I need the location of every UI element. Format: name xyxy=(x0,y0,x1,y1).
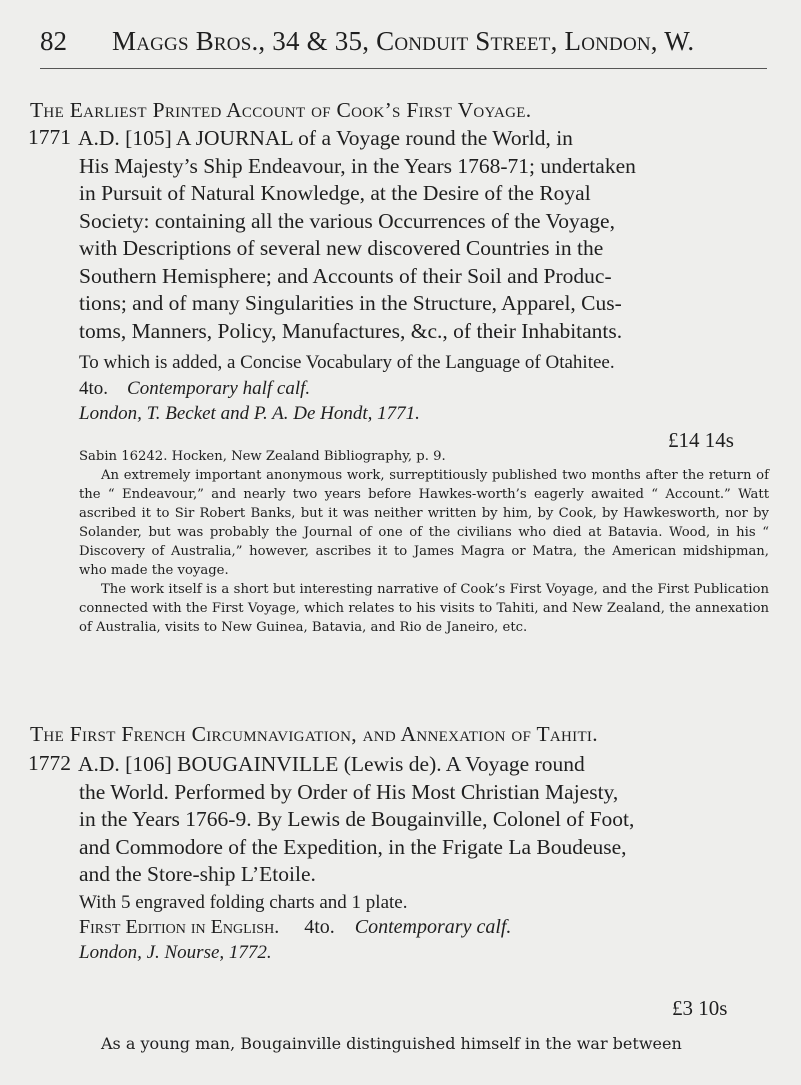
title-line: A.D. [106] BOUGAINVILLE (Lewis de). A Voyage round xyxy=(78,752,585,776)
title-line: Society: containing all the various Occurrences of the Voyage, xyxy=(79,208,615,233)
entry-heading: The First French Circumnavigation, and Annexation of Tahiti. xyxy=(30,722,598,746)
entry-binding: Contemporary calf. xyxy=(354,916,512,938)
title-line: and the Store-ship L’Etoile. xyxy=(79,862,316,886)
title-line: in the Years 1766-9. By Lewis de Bougainville, Colonel of Foot, xyxy=(79,807,635,831)
title-line: toms, Manners, Policy, Manufactures, &c., of their Inhabitants. xyxy=(79,318,623,343)
entry-reference: Sabin 16242. Hocken, New Zealand Bibliography, p. 9. xyxy=(79,449,446,464)
entry-supplement: To which is added, a Concise Vocabulary of the Language of Otahitee. xyxy=(79,352,615,373)
entry-format: 4to. xyxy=(304,916,335,938)
note-paragraph: The work itself is a short but interesting narrative of Cook’s First Voyage, and the First Publication connected with the First Voyage, which relates to his visits to Tahiti, and New Zealand, the annexation of Australia, visits to New Guinea, Batavia, and Rio de Janeiro, etc. xyxy=(79,582,769,635)
note-paragraph: An extremely important anonymous work, surreptitiously published two months after the return of the “ Endeavour,” and nearly two years before Hawkes-worth’s eagerly awaited “ Account.” Watt ascribed it to Sir Robert Banks, but it was neither written by him, by Cook, by Hawkesworth, nor by Solander, but was probably the Journal of one of the civilians who died at Batavia. Wood, in his “ Discovery of Australia,” however, ascribes it to James Magra or Matra, the American midshipman, who made the voyage. xyxy=(79,468,769,578)
entry-notes xyxy=(79,1033,769,1055)
entry-title xyxy=(79,751,769,889)
entry-format-line xyxy=(79,376,769,401)
entry-price: £3 10s xyxy=(672,996,728,1020)
entry-heading: The Earliest Printed Account of Cook’s First Voyage. xyxy=(30,98,532,122)
entry-binding: Contemporary half calf. xyxy=(127,378,311,399)
title-line: with Descriptions of several new discovered Countries in the xyxy=(79,236,604,260)
title-line: and Commodore of the Expedition, in the Frigate La Boudeuse, xyxy=(79,834,627,859)
entry-edition: First Edition in English. xyxy=(79,916,280,938)
entry-title xyxy=(79,125,769,345)
running-title: Maggs Bros., 34 & 35, Conduit Street, London, W. xyxy=(112,26,695,56)
title-line: the World. Performed by Order of His Most Christian Majesty, xyxy=(79,779,619,804)
entry-format: 4to. xyxy=(79,378,109,399)
entry-imprint: London, J. Nourse, 1772. xyxy=(79,942,272,963)
note-paragraph: As a young man, Bougainville distinguished himself in the war between xyxy=(101,1034,682,1053)
page-number: 82 xyxy=(40,26,67,56)
entry-notes xyxy=(79,447,769,637)
title-line: tions; and of many Singularities in the Structure, Apparel, Cus- xyxy=(79,291,622,315)
entry-format-line xyxy=(79,915,769,940)
entry-year: 1772 xyxy=(28,751,71,775)
page-header xyxy=(40,22,780,62)
title-line: His Majesty’s Ship Endeavour, in the Years 1768-71; undertaken xyxy=(79,153,636,178)
title-line: A.D. [105] A JOURNAL of a Voyage round the World, in xyxy=(78,126,573,150)
title-line: Southern Hemisphere; and Accounts of their Soil and Produc- xyxy=(79,263,612,288)
header-rule xyxy=(40,68,767,69)
title-line: in Pursuit of Natural Knowledge, at the Desire of the Royal xyxy=(79,181,591,205)
entry-price: £14 14s xyxy=(668,428,734,452)
entry-imprint: London, T. Becket and P. A. De Hondt, 1771. xyxy=(79,403,420,424)
entry-year: 1771 xyxy=(28,125,71,149)
entry-supplement: With 5 engraved folding charts and 1 plate. xyxy=(79,892,408,913)
